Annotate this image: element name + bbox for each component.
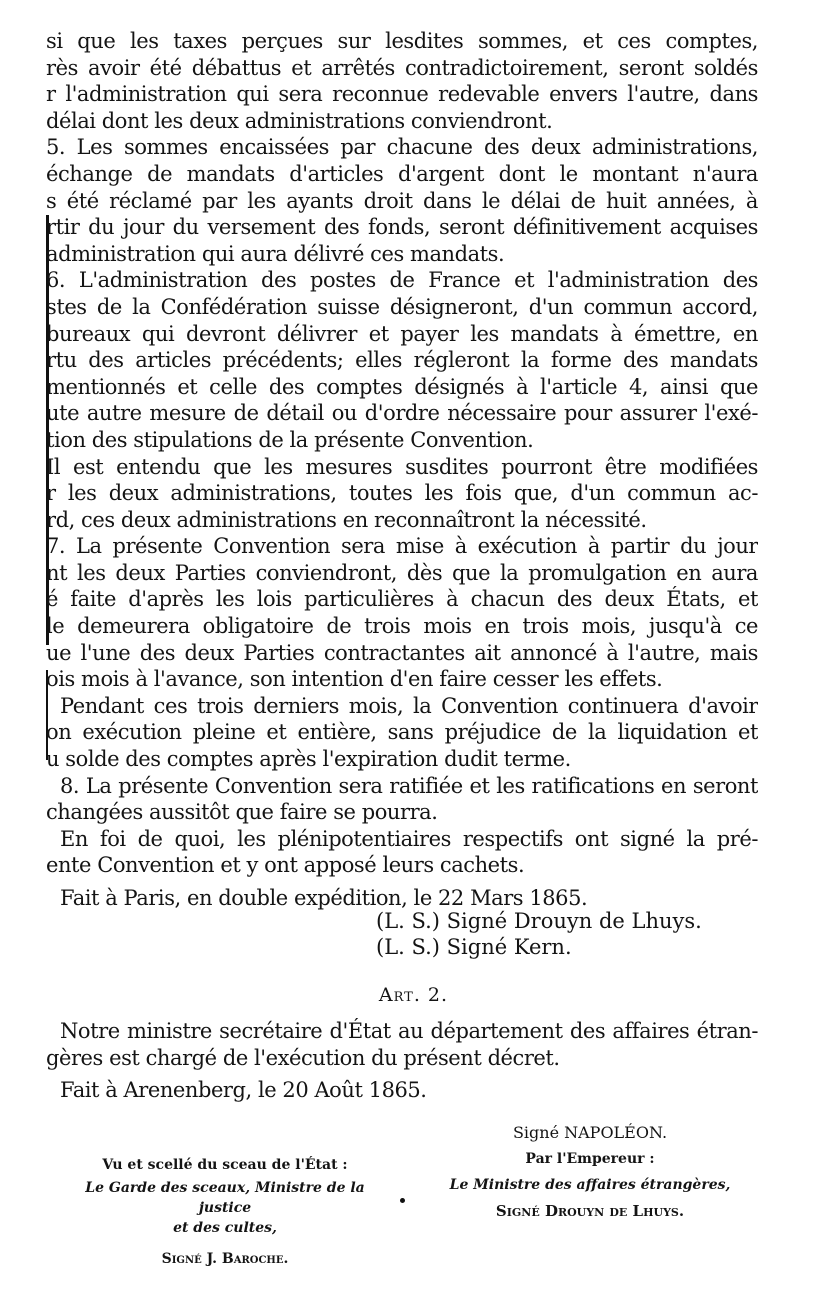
seal-line: Vu et scellé du sceau de l'État :	[102, 1157, 348, 1173]
body-line: délai dont les deux administrations conviendront.	[46, 108, 553, 133]
body-line: rd, ces deux administrations en reconnaîtront la nécessité.	[46, 507, 647, 532]
body-line: nt les deux Parties conviendront, dès que la promulgation en aura	[46, 560, 758, 585]
body-line: bureaux qui devront délivrer et payer les mandats à émettre, en	[46, 321, 758, 346]
body-line: rès avoir été débattus et arrêtés contradictoirement, seront soldés	[46, 55, 758, 80]
body-line: rtu des articles précédents; elles régleront la forme des mandats	[46, 348, 758, 373]
par-empereur: Par l'Empereur :	[525, 1151, 655, 1167]
body-line: si que les taxes perçues sur lesdites sommes, et ces comptes,	[46, 29, 758, 53]
body-line: En foi de quoi, les plénipotentiaires respectifs ont signé la pré-	[60, 826, 758, 851]
footer-seal-block	[60, 1152, 390, 1272]
body-line: tion des stipulations de la présente Convention.	[46, 427, 534, 452]
body-line: stes de la Confédération suisse désigneront, d'un commun accord,	[46, 294, 758, 319]
article-line: Notre ministre secrétaire d'État au département des affaires étran-	[60, 1019, 758, 1043]
body-line: 6. L'administration des postes de France et l'administration des	[46, 268, 758, 293]
article-title: Art. 2.	[378, 984, 449, 1006]
signed-napoleon: Signé NAPOLÉON.	[512, 1123, 668, 1142]
body-line: s été réclamé par les ayants droit dans le délai de huit années, à	[46, 188, 758, 213]
body-line: échange de mandats d'articles d'argent dont le montant n'aura	[46, 161, 758, 186]
body-line: rtir du jour du versement des fonds, seront définitivement acquises	[46, 215, 758, 240]
article-text	[46, 1018, 758, 1104]
body-line: on exécution pleine et entière, sans préjudice de la liquidation et	[46, 720, 758, 745]
body-line: changées aussitôt que faire se pourra.	[46, 800, 438, 825]
body-line: ois mois à l'avance, son intention d'en faire cesser les effets.	[46, 667, 663, 692]
body-line: mentionnés et celle des comptes désignés à l'article 4, ainsi que	[46, 374, 758, 399]
minister-role: Le Ministre des affaires étrangères,	[449, 1177, 731, 1193]
article-line: gères est chargé de l'exécution du présent décret.	[46, 1045, 560, 1070]
signature-line: (L. S.) Signé Kern.	[376, 935, 572, 959]
footer-emperor-signature	[430, 1120, 750, 1224]
scan-speck	[400, 1198, 405, 1203]
body-line: ente Convention et y ont apposé leurs cachets.	[46, 853, 525, 878]
body-line: Il est entendu que les mesures susdites pourront être modifiées	[46, 454, 758, 479]
body-line: é faite d'après les lois particulières à chacun des deux États, et	[46, 587, 758, 612]
body-line: r les deux administrations, toutes les fois que, d'un commun ac-	[46, 481, 758, 506]
body-line: Pendant ces trois derniers mois, la Convention continuera d'avoir	[60, 693, 758, 718]
body-line: ue l'une des deux Parties contractantes ait annoncé à l'autre, mais	[46, 640, 758, 665]
dated-line: Fait à Arenenberg, le 20 Août 1865.	[60, 1078, 427, 1103]
body-line: 7. La présente Convention sera mise à exécution à partir du jour	[46, 534, 758, 559]
dated-line: Fait à Paris, en double expédition, le 22 Mars 1865.	[60, 886, 588, 910]
body-line: 8. La présente Convention sera ratifiée et les ratifications en seront	[60, 773, 758, 798]
body-text	[46, 28, 758, 912]
body-line: administration qui aura délivré ces mandats.	[46, 241, 505, 266]
minister-signature: Signé Drouyn de Lhuys.	[495, 1202, 685, 1220]
body-line: ute autre mesure de détail ou d'ordre nécessaire pour assurer l'exé-	[46, 401, 758, 426]
body-line: u solde des comptes après l'expiration dudit terme.	[46, 747, 571, 772]
garde-signature: Signé J. Baroche.	[161, 1251, 289, 1267]
signature-kern-lhuys	[376, 908, 702, 960]
garde-role: Le Garde des sceaux, Ministre de la justice	[85, 1180, 365, 1216]
body-line: le demeurera obligatoire de trois mois en trois mois, jusqu'à ce	[46, 614, 758, 639]
body-line: 5. Les sommes encaissées par chacune des deux administrations,	[46, 135, 758, 160]
signature-line: (L. S.) Signé Drouyn de Lhuys.	[376, 909, 702, 933]
garde-role-cont: et des cultes,	[173, 1220, 277, 1236]
body-line: r l'administration qui sera reconnue redevable envers l'autre, dans	[46, 82, 758, 107]
